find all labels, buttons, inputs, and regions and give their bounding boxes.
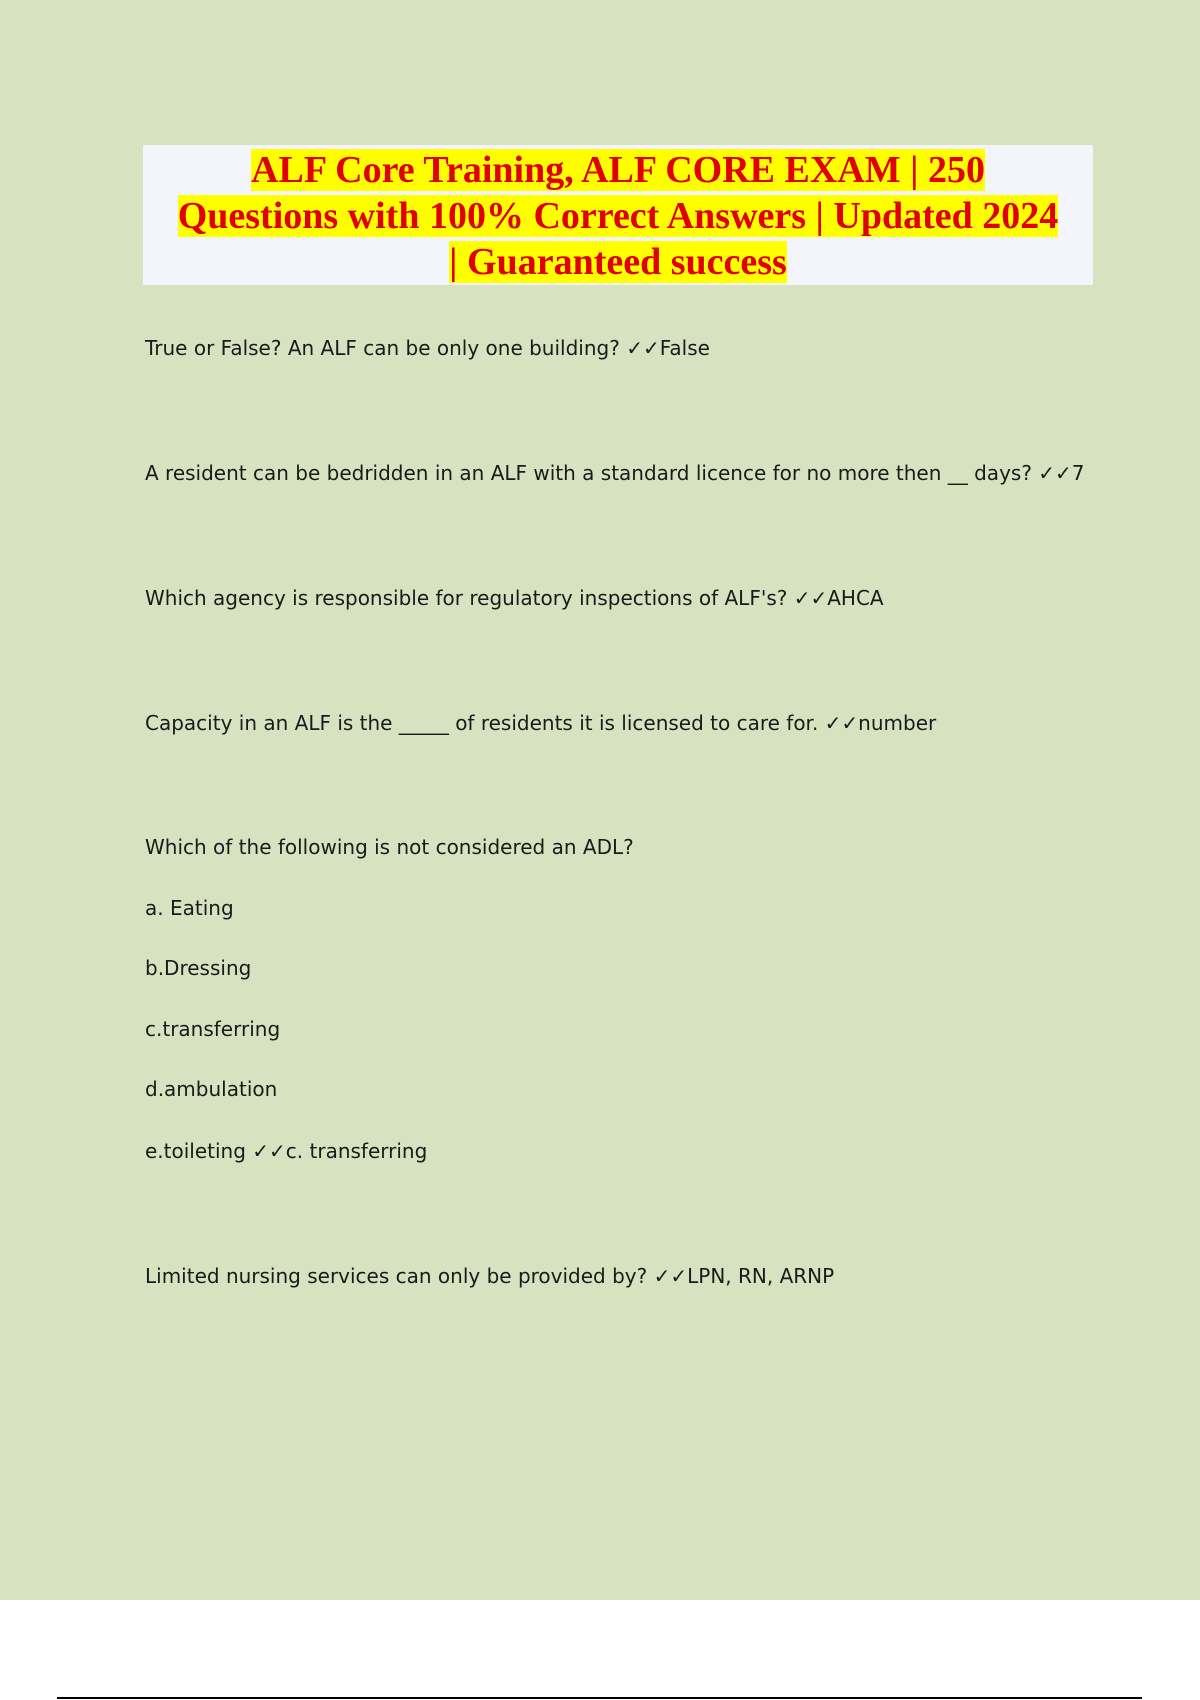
option-b: b.Dressing <box>145 956 252 980</box>
option-d: d.ambulation <box>145 1077 278 1101</box>
question-6: Limited nursing services can only be provided by? ✓✓LPN, RN, ARNP <box>145 1264 835 1288</box>
question-3: Which agency is responsible for regulatory inspections of ALF's? ✓✓AHCA <box>145 586 884 610</box>
title-line-2: Questions with 100% Correct Answers | Updated 2024 <box>177 195 1059 237</box>
document-title <box>143 145 1093 285</box>
question-2: A resident can be bedridden in an ALF with a standard licence for no more then __ days? ✓✓7 <box>145 461 1085 485</box>
option-e-answer: e.toileting ✓✓c. transferring <box>145 1139 428 1163</box>
option-c: c.transferring <box>145 1017 281 1041</box>
question-1: True or False? An ALF can be only one building? ✓✓False <box>145 336 710 360</box>
title-line-1: ALF Core Training, ALF CORE EXAM | 250 <box>251 149 985 191</box>
question-5: Which of the following is not considered an ADL? <box>145 835 634 859</box>
title-line-3: | Guaranteed success <box>449 241 787 283</box>
option-a: a. Eating <box>145 896 234 920</box>
question-4: Capacity in an ALF is the _____ of residents it is licensed to care for. ✓✓number <box>145 711 937 735</box>
footer-divider <box>57 1697 1142 1699</box>
